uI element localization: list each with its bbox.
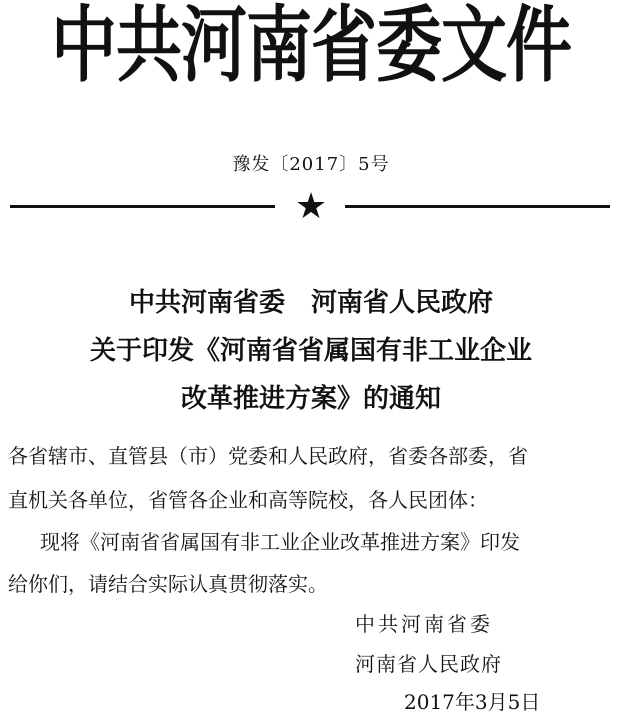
document-number: 豫发〔2017〕5号 xyxy=(232,154,390,175)
body-line-4: 给你们，请结合实际认真贯彻落实。 xyxy=(8,572,328,596)
signature-date: 2017年3月5日 xyxy=(404,690,541,714)
body-line-3: 现将《河南省省属国有非工业企业改革推进方案》印发 xyxy=(40,530,520,554)
document-header-title: 中共河南省委文件 xyxy=(51,0,571,94)
body-line-1: 各省辖市、直管县（市）党委和人民政府，省委各部委，省 xyxy=(8,444,528,468)
notice-title-line-2: 关于印发《河南省省属国有非工业企业 xyxy=(89,336,532,366)
notice-title-line-3: 改革推进方案》的通知 xyxy=(180,384,441,414)
header-rule-right xyxy=(345,205,610,208)
header-rule-left xyxy=(10,205,275,208)
signature-org-1: 中共河南省委 xyxy=(355,612,493,636)
star-icon: ★ xyxy=(294,186,328,227)
body-line-2: 直机关各单位，省管各企业和高等院校，各人民团体： xyxy=(8,488,488,512)
notice-title-line-1: 中共河南省委 河南省人民政府 xyxy=(128,288,493,318)
signature-org-2: 河南省人民政府 xyxy=(355,652,502,676)
